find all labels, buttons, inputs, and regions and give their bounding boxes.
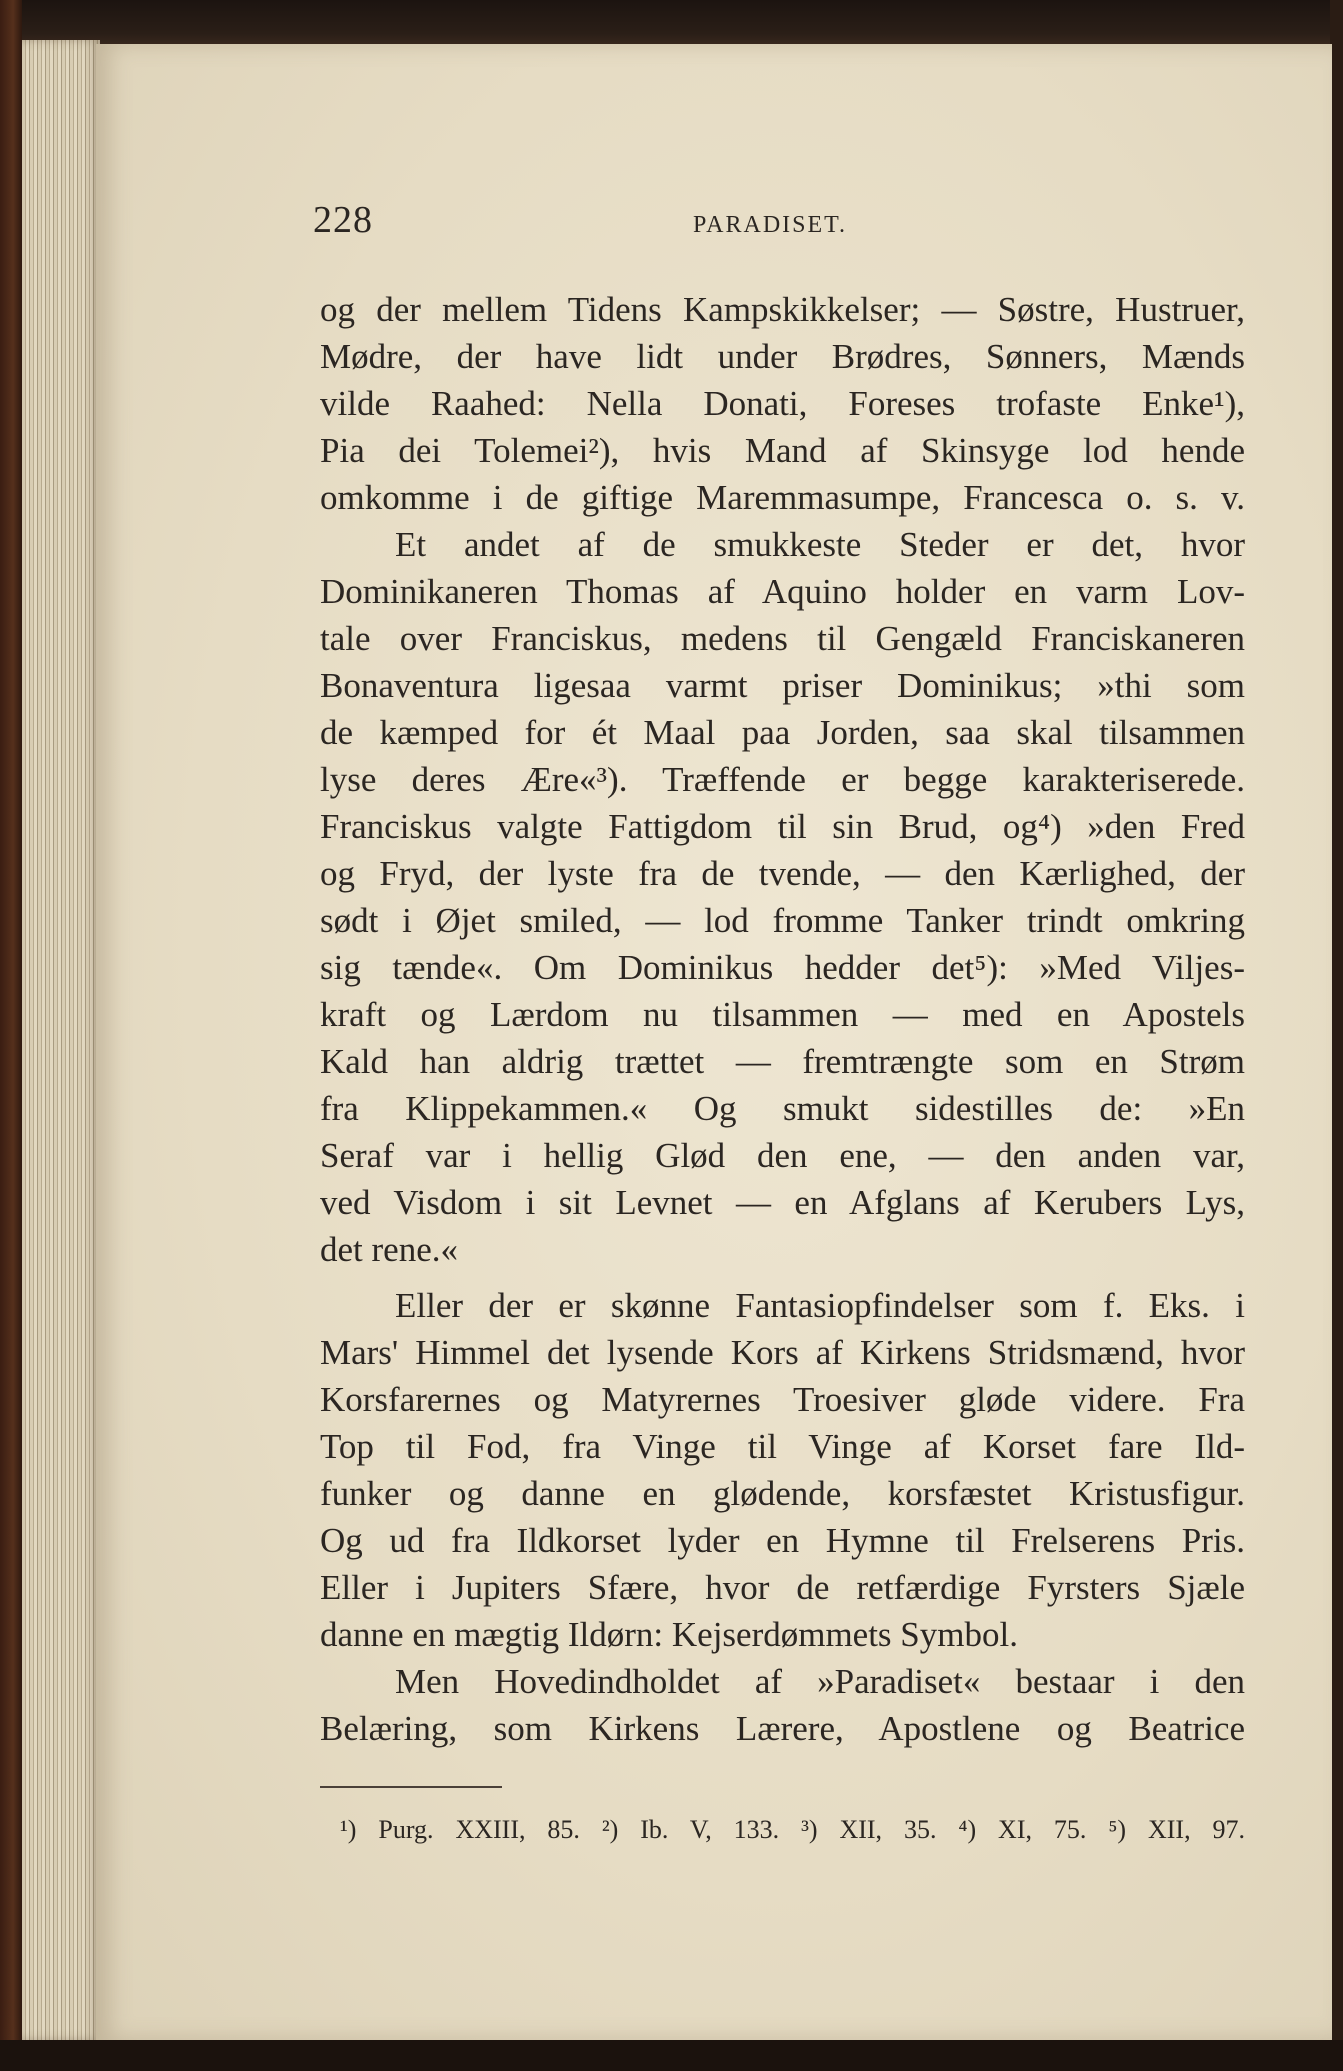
text-line: Belæring, som Kirkens Lærere, Apostlene og Beatrice — [320, 1709, 1245, 1748]
text-line: sig tænde«. Om Dominikus hedder det⁵): »Med Viljes- — [320, 948, 1245, 987]
footnote-divider — [320, 1786, 502, 1788]
text-line: kraft og Lærdom nu tilsammen — med en Apostels — [320, 995, 1245, 1034]
text-line: Franciskus valgte Fattigdom til sin Brud, og⁴) »den Fred — [320, 807, 1245, 846]
text-line: Dominikaneren Thomas af Aquino holder en varm Lov- — [320, 572, 1245, 611]
text-line: Og ud fra Ildkorset lyder en Hymne til Frelserens Pris. — [320, 1521, 1245, 1560]
text-line: tale over Franciskus, medens til Gengæld Franciskaneren — [320, 619, 1245, 658]
text-line: omkomme i de giftige Maremmasumpe, Francesca o. s. v. — [320, 478, 1245, 517]
page-number: 228 — [313, 199, 373, 241]
book-cover-left-edge — [0, 0, 22, 2071]
text-line: fra Klippekammen.« Og smukt sidestilles de: »En — [320, 1089, 1245, 1128]
text-line: Pia dei Tolemei²), hvis Mand af Skinsyge lod hende — [320, 431, 1245, 470]
text-line: danne en mægtig Ildørn: Kejserdømmets Symbol. — [320, 1615, 1018, 1654]
text-line: de kæmped for ét Maal paa Jorden, saa skal tilsammen — [320, 713, 1245, 752]
running-head: PARADISET. — [693, 212, 848, 238]
text-line: Bonaventura ligesaa varmt priser Dominikus; »thi som — [320, 666, 1245, 705]
text-line: Men Hovedindholdet af »Paradiset« bestaar i den — [395, 1662, 1245, 1701]
text-line: lyse deres Ære«³). Træffende er begge karakteriserede. — [320, 760, 1245, 799]
stacked-page-edges — [22, 40, 100, 2040]
text-line: Eller i Jupiters Sfære, hvor de retfærdige Fyrsters Sjæle — [320, 1568, 1245, 1607]
book-cover-bottom-edge — [0, 2040, 1343, 2071]
text-line: Eller der er skønne Fantasiopfindelser som f. Eks. i — [395, 1286, 1245, 1325]
text-line: funker og danne en glødende, korsfæstet Kristusfigur. — [320, 1474, 1245, 1513]
text-line: vilde Raahed: Nella Donati, Foreses trofaste Enke¹), — [320, 384, 1245, 423]
text-line: og Fryd, der lyste fra de tvende, — den Kærlighed, der — [320, 854, 1245, 893]
text-line: det rene.« — [320, 1230, 458, 1269]
text-line: og der mellem Tidens Kampskikkelser; — Søstre, Hustruer, — [320, 290, 1245, 329]
text-line: Mars' Himmel det lysende Kors af Kirkens Stridsmænd, hvor — [320, 1333, 1245, 1372]
text-line: Korsfarernes og Matyrernes Troesiver gløde videre. Fra — [320, 1380, 1245, 1419]
text-line: sødt i Øjet smiled, — lod fromme Tanker trindt omkring — [320, 901, 1245, 940]
text-line: Top til Fod, fra Vinge til Vinge af Korset fare Ild- — [320, 1427, 1245, 1466]
text-line: Mødre, der have lidt under Brødres, Sønners, Mænds — [320, 337, 1245, 376]
book-cover-top-edge — [0, 0, 1343, 48]
text-line: ved Visdom i sit Levnet — en Afglans af Kerubers Lys, — [320, 1183, 1245, 1222]
page-header — [313, 198, 1243, 248]
text-line: Et andet af de smukkeste Steder er det, hvor — [395, 525, 1245, 564]
footnotes: ¹) Purg. XXIII, 85. ²) Ib. V, 133. ³) XII, 35. ⁴) XI, 75. ⁵) XII, 97. — [340, 1815, 1245, 1844]
text-line: Kald han aldrig trættet — fremtrængte som en Strøm — [320, 1042, 1245, 1081]
text-line: Seraf var i hellig Glød den ene, — den anden var, — [320, 1136, 1245, 1175]
